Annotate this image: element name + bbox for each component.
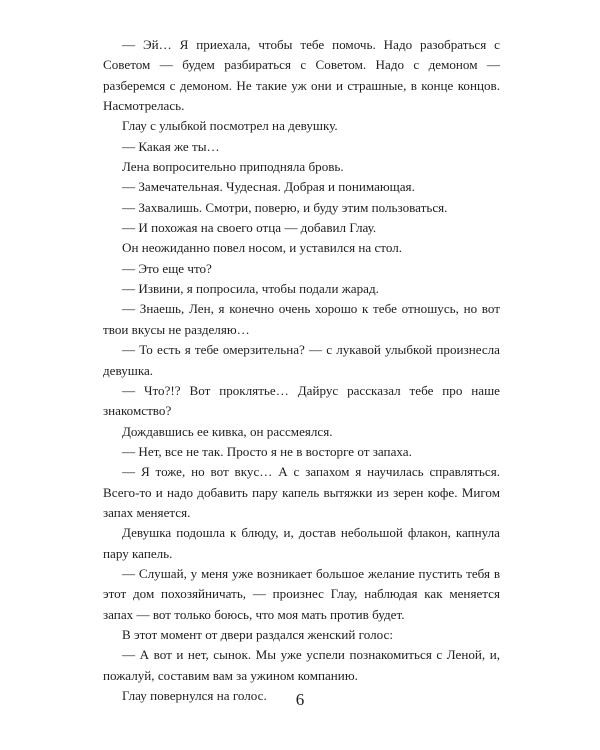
paragraph: Лена вопросительно приподняла бровь. (122, 159, 344, 175)
paragraph: — Извини, я попросила, чтобы подали жарад. (122, 281, 379, 297)
page-number: 6 (295, 690, 305, 709)
paragraph: — И похожая на своего отца — добавил Глау. (122, 220, 377, 236)
body-text (103, 35, 500, 706)
paragraph: Он неожиданно повел носом, и уставился на стол. (122, 240, 403, 256)
paragraph: — Я тоже, но вот вкус… А с запахом я научилась справляться. Всего-то и надо добавить пару капель вытяжки из зерен кофе. Мигом запах меняется. (103, 464, 500, 520)
paragraph: — Знаешь, Лен, я конечно очень хорошо к тебе отношусь, но вот твои вкусы не разделяю… (103, 301, 500, 337)
paragraph: — Нет, все не так. Просто я не в восторге от запаха. (122, 443, 412, 459)
paragraph: Глау с улыбкой посмотрел на девушку. (122, 118, 338, 134)
paragraph: — Эй… Я приехала, чтобы тебе помочь. Надо разобраться с Советом — будем разбираться с Советом. Надо с демоном — разберемся с демоном. Не такие уж они и страшные, в конце концов. Насмотрелась. (103, 37, 500, 114)
paragraph: Глау повернулся на голос. (122, 688, 267, 703)
paragraph: — Слушай, у меня уже возникает большое желание пустить тебя в этот дом похозяйничать, — произнес Глау, наблюдая как меняется запах — вот только боюсь, что моя мать против будет. (103, 565, 500, 622)
paragraph: В этот момент от двери раздался женский голос: (122, 626, 393, 642)
paragraph: Девушка подошла к блюду, и, достав небольшой флакон, капнула пару капель. (103, 525, 500, 561)
paragraph: — Что?!? Вот проклятье… Дайрус рассказал тебе про наше знакомство? (103, 382, 500, 419)
paragraph: — То есть я тебе омерзительна? — с лукавой улыбкой произнесла девушка. (103, 342, 500, 378)
paragraph: — Замечательная. Чудесная. Добрая и понимающая. (122, 179, 415, 195)
paragraph: — Захвалишь. Смотри, поверю, и буду этим пользоваться. (122, 199, 448, 215)
paragraph: Дождавшись ее кивка, он рассмеялся. (122, 423, 333, 439)
paragraph: — А вот и нет, сынок. Мы уже успели познакомиться с Леной, и, пожалуй, составим вам за ужином компанию. (103, 647, 500, 683)
paragraph: — Это еще что? (122, 260, 212, 276)
paragraph: — Какая же ты… (122, 138, 220, 154)
